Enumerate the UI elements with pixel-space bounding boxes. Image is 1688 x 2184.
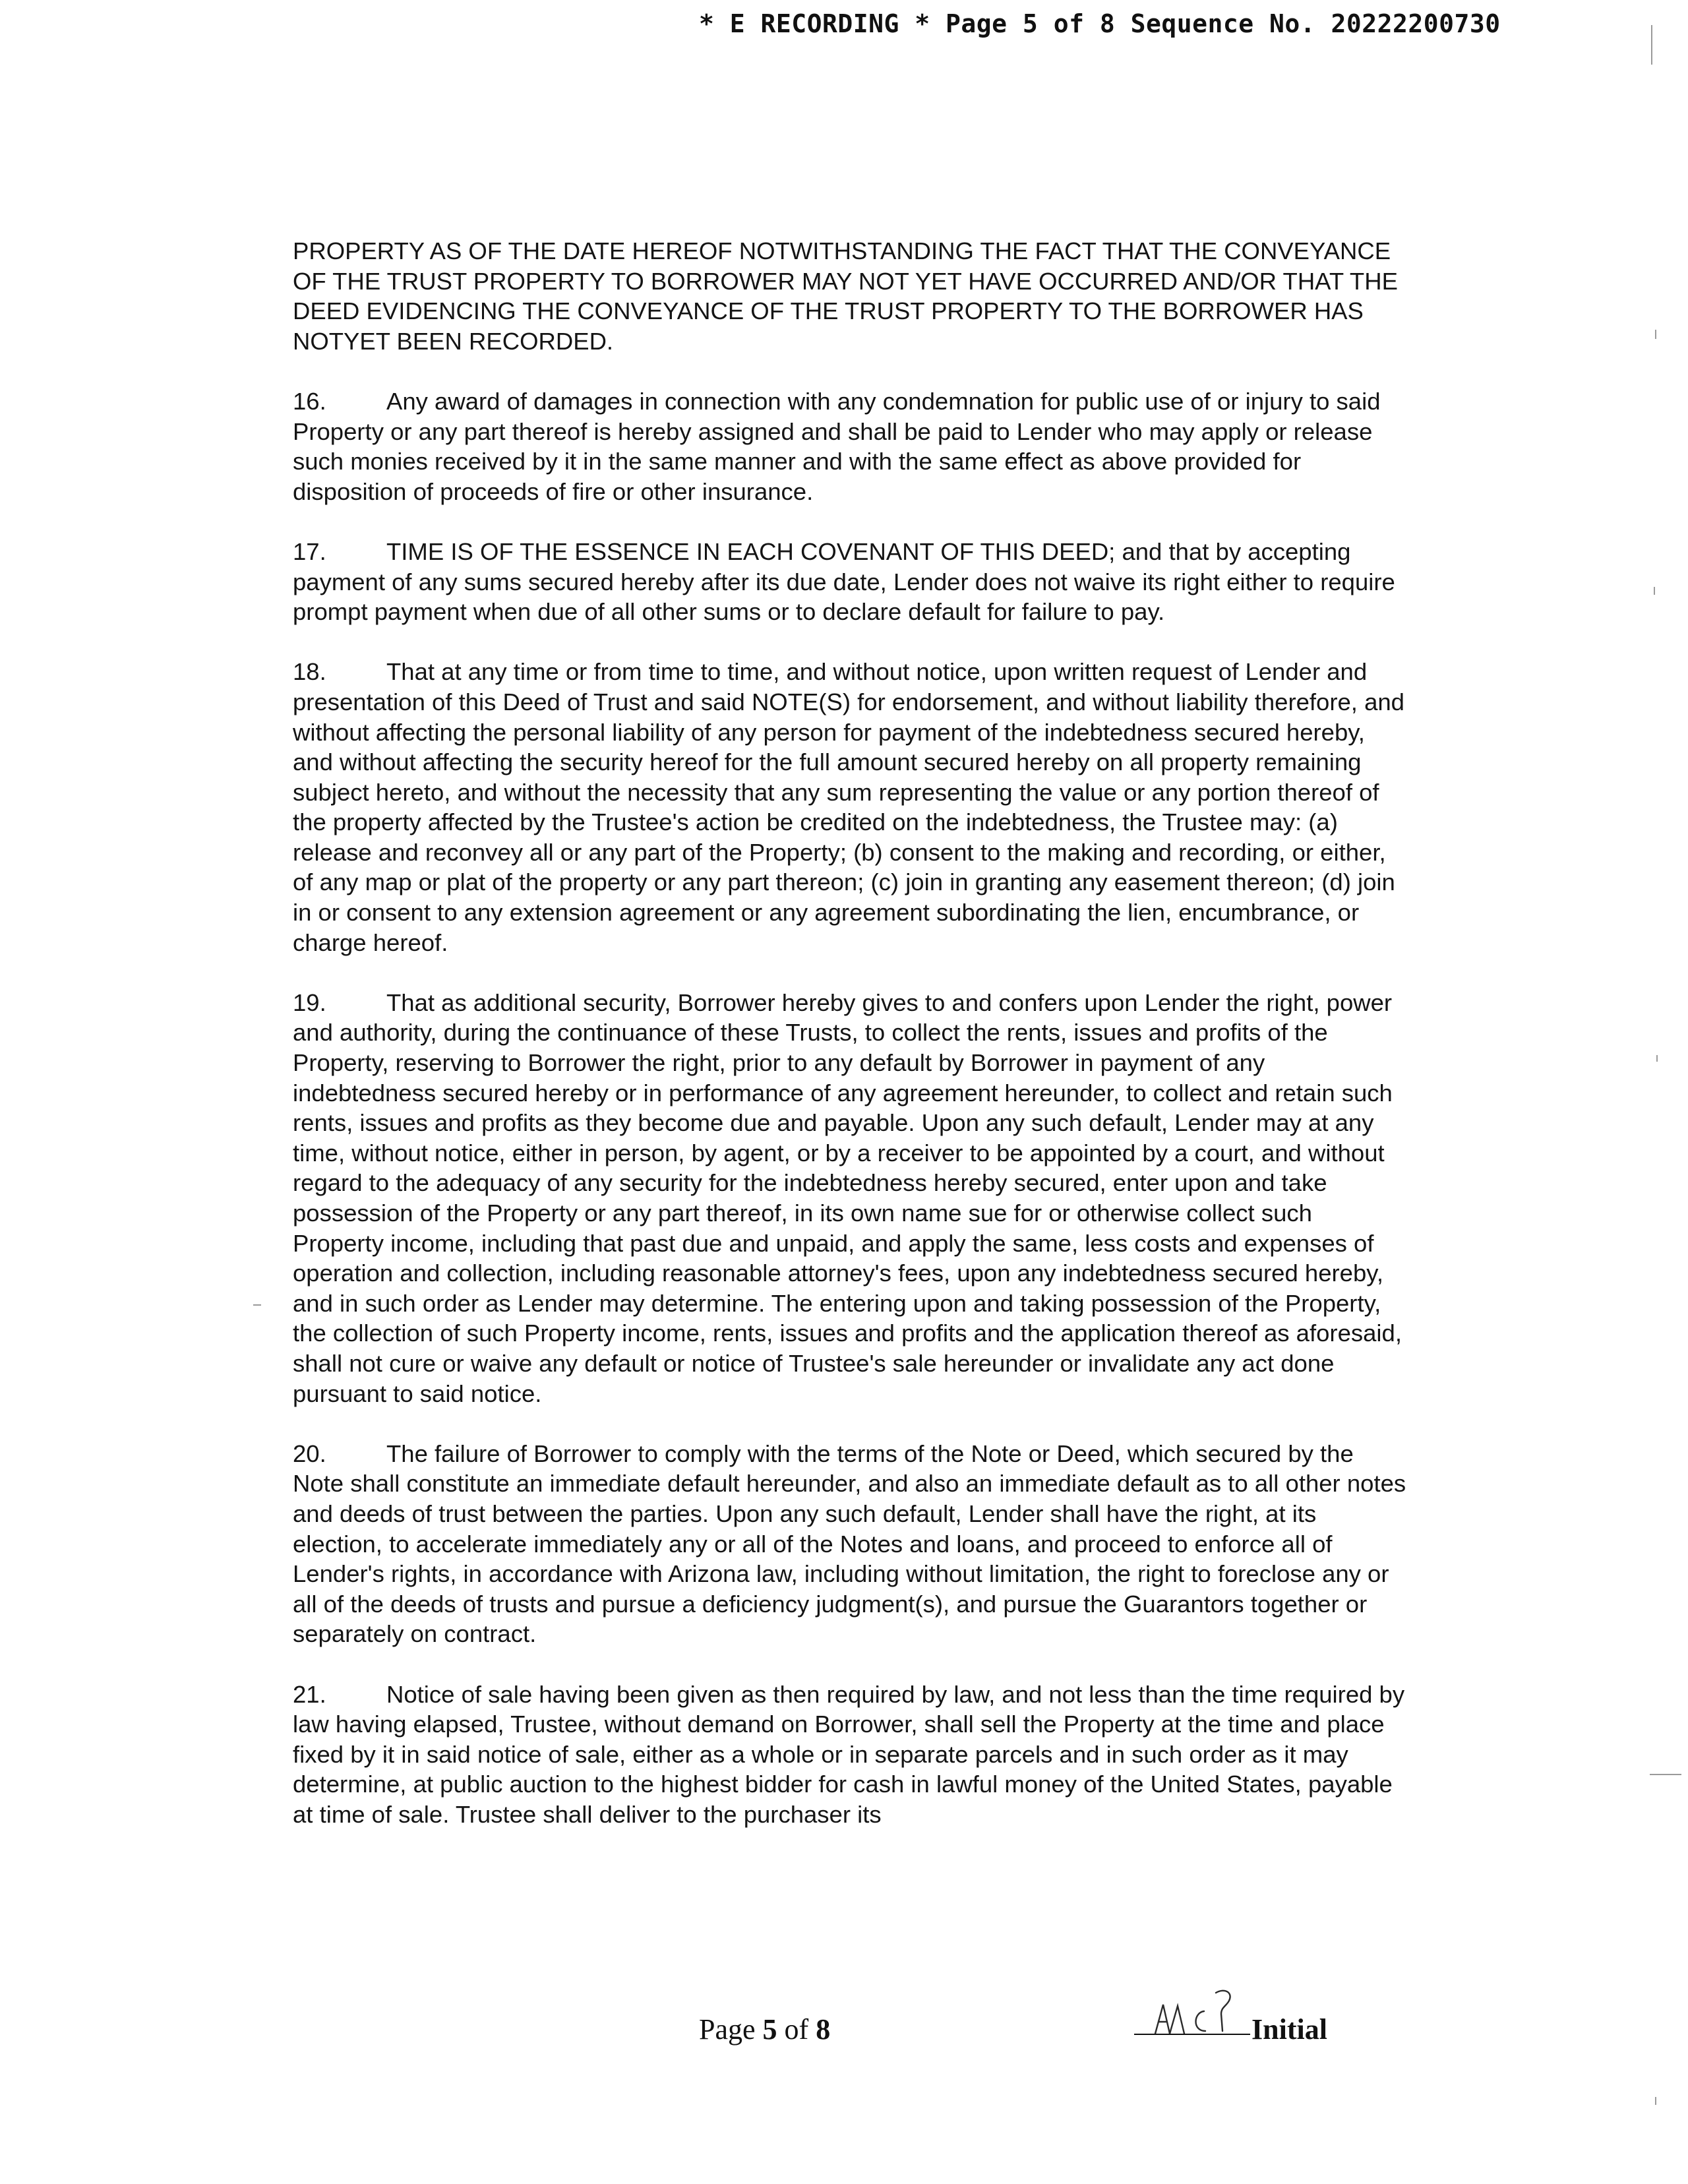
paragraph-18	[293, 657, 1407, 957]
scan-mark	[1655, 2097, 1656, 2105]
paragraph-19	[293, 988, 1407, 1409]
scan-mark	[253, 1304, 261, 1306]
scan-mark	[1650, 1774, 1681, 1775]
page-total: 8	[816, 2013, 831, 2046]
page-current: 5	[762, 2013, 777, 2046]
paragraph-20	[293, 1439, 1407, 1649]
initial-label: Initial	[1251, 2013, 1327, 2046]
paragraph-21	[293, 1680, 1407, 1830]
recording-header: * E RECORDING * Page 5 of 8 Sequence No. 20222200730	[699, 9, 1501, 38]
initial-block	[1134, 1985, 1345, 2044]
paragraph-number: 19.	[293, 988, 326, 1016]
deed-body	[293, 236, 1407, 1860]
paragraph-number: 21.	[293, 1680, 326, 1708]
paragraph-number: 20.	[293, 1440, 326, 1467]
paragraph-text: That at any time or from time to time, and without notice, upon written request of Lender and presentation of this Deed of Trust and said NOTE(S) for endorsement, and without liability therefore, and without affecting the personal liability of any person for payment of the indebtedness secured hereby, and without affecting the security hereof for the full amount secured hereby on all property remaining subject hereto, and without the necessity that any sum representing the value or any portion thereof of the property affected by the Trustee's action be credited on the indebtedness, the Trustee may: (a) release and reconvey all or any part of the Property; (b) consent to the making and recording, or either, of any map or plat of the property or any part thereon; (c) join in granting any easement thereon; (d) join in or consent to any extension agreement or any agreement subordinating the lien, encumbrance, or charge hereof.	[293, 658, 1404, 956]
scan-mark	[1656, 1055, 1658, 1062]
paragraph-number: 18.	[293, 658, 326, 686]
paragraph-number: 16.	[293, 387, 326, 415]
scan-mark	[1654, 587, 1655, 595]
page-prefix: Page	[699, 2013, 756, 2046]
paragraph-text: That as additional security, Borrower hereby gives to and confers upon Lender the right, power and authority, during the continuance of these Trusts, to collect the rents, issues and profits of the Property, reserving to Borrower the right, prior to any default by Borrower in payment of any indebtedness secured hereby or in performance of any agreement hereunder, to collect and retain such rents, issues and profits as they become due and payable. Upon any such default, Lender may at any time, without notice, either in person, by agent, or by a receiver to be appointed by a court, and without regard to the adequacy of any security for the indebtedness hereby secured, enter upon and take possession of the Property or any part thereof, in its own name sue for or otherwise collect such Property income, including that past due and unpaid, and apply the same, less costs and expenses of operation and collection, including reasonable attorney's fees, upon any indebtedness secured hereby, and in such order as Lender may determine. The entering upon and taking possession of the Property, the collection of such Property income, rents, issues and profits and the application thereof as aforesaid, shall not cure or waive any default or notice of Trustee's sale hereunder or invalidate any act done pursuant to said notice.	[293, 988, 1402, 1407]
paragraph-text: Any award of damages in connection with any condemnation for public use of or injury to said Property or any part thereof is hereby assigned and shall be paid to Lender who may apply or release such monies received by it in the same manner and with the same effect as above provided for disposition of proceeds of fire or other insurance.	[293, 387, 1381, 505]
scan-mark	[1651, 25, 1652, 65]
paragraph-number: 17.	[293, 537, 326, 565]
continuation-paragraph: PROPERTY AS OF THE DATE HEREOF NOTWITHSTANDING THE FACT THAT THE CONVEYANCE OF THE TRUST PROPERTY TO BORROWER MAY NOT YET HAVE OCCURRED AND/OR THAT THE DEED EVIDENCING THE CONVEYANCE OF THE TRUST PROPERTY TO THE BORROWER HAS NOTYET BEEN RECORDED.	[293, 237, 1398, 355]
paragraph-text: Notice of sale having been given as then required by law, and not less than the time required by law having elapsed, Trustee, without demand on Borrower, shall sell the Property at the time and place fixed by it in said notice of sale, either as a whole or in separate parcels and in such order as it may determine, at public auction to the highest bidder for cash in lawful money of the United States, payable at time of sale. Trustee shall deliver to the purchaser its	[293, 1680, 1405, 1828]
page-of: of	[784, 2013, 809, 2046]
paragraph-17	[293, 537, 1407, 627]
paragraph-16	[293, 386, 1407, 506]
scan-mark	[1655, 330, 1656, 339]
paragraph-text: The failure of Borrower to comply with the terms of the Note or Deed, which secured by the Note shall constitute an immediate default hereunder, and also an immediate default as to all other notes and deeds of trust between the parties. Upon any such default, Lender shall have the right, at its election, to accelerate immediately any or all of the Notes and loans, and proceed to enforce all of Lender's rights, in accordance with Arizona law, including without limitation, the right to foreclose any or all of the deeds of trusts and pursue a deficiency judgment(s), and pursue the Guarantors together or separately on contract.	[293, 1440, 1406, 1648]
page-number-footer	[699, 2013, 830, 2046]
paragraph-text: TIME IS OF THE ESSENCE IN EACH COVENANT OF THIS DEED; and that by accepting payment of any sums secured hereby after its due date, Lender does not waive its right either to require prompt payment when due of all other sums or to declare default for failure to pay.	[293, 537, 1395, 626]
initial-signature-line	[1134, 2034, 1250, 2035]
